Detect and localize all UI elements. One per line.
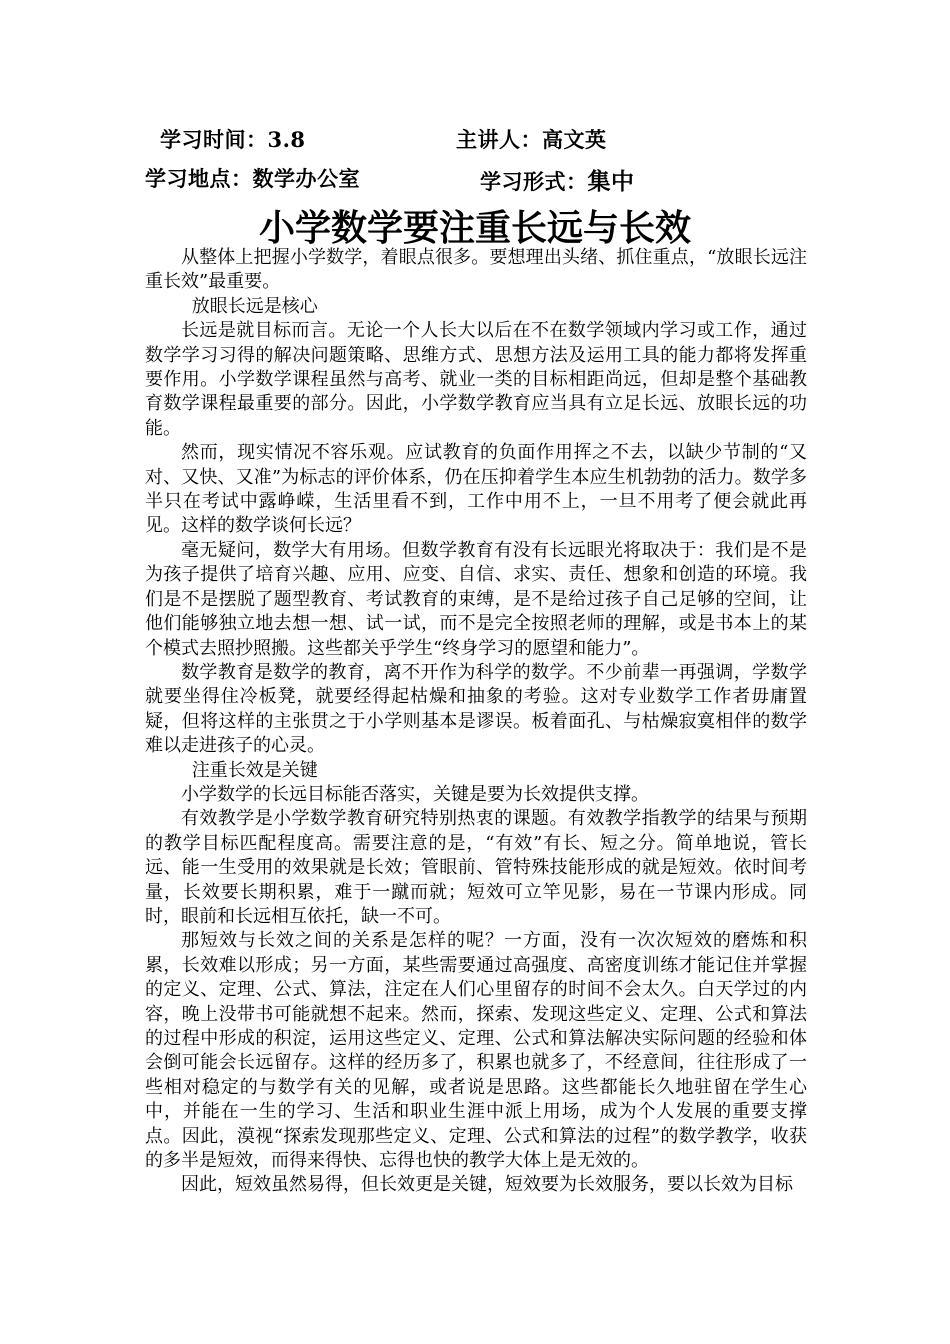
document-title: 小学数学要注重长远与长效 — [258, 207, 691, 249]
study-place-label: 学习地点： — [145, 166, 253, 191]
study-time-label: 学习时间： — [160, 127, 268, 152]
paragraph: 因此，短效虽然易得，但长效更是关键，短效要为长效服务，要以长效为目标 — [181, 1174, 793, 1196]
study-place-value: 数学办公室 — [252, 166, 360, 191]
paragraph-intro: 从整体上把握小学数学，着眼点很多。要想理出头绪、抓住重点，“放眼长远注重长效”最重要。 — [145, 247, 807, 293]
paragraph: 那短效与长效之间的关系是怎样的呢？一方面，没有一次次短效的磨炼和积累，长效难以形成；另一方面，某些需要通过高强度、高密度训练才能记住并掌握的定义、定理、公式、算法，注定在人们心里留存的时间不会太久。白天学过的内容，晚上没带书可能就想不起来。然而，探索、发现这些定义、定理、公式和算法的过程中形成的积淀，运用这些定义、定理、公式和算法解决实际问题的经验和体会倒可能会长远留存。这样的经历多了，积累也就多了，不经意间，往往形成了一些相对稳定的与数学有关的见解，或者说是思路。这些都能长久地驻留在学生心中，并能在一生的学习、生活和职业生涯中派上用场，成为个人发展的重要支撑点。因此，漠视“探索发现那些定义、定理、公式和算法的过程”的数学教学，收获的多半是短效，而得来得快、忘得也快的教学大体上是无效的。 — [145, 930, 807, 1172]
paragraph: 小学数学的长远目标能否落实，关键是要为长效提供支撑。 — [181, 783, 649, 805]
paragraph: 数学教育是数学的教育，离不开作为科学的数学。不少前辈一再强调，学数学就要坐得住冷板凳，就要经得起枯燥和抽象的考验。这对专业数学工作者毋庸置疑，但将这样的主张贯之于小学则基本是谬误。板着面孔、与枯燥寂寞相伴的数学难以走进孩子的心灵。 — [145, 661, 807, 757]
speaker-value: 高文英 — [542, 127, 607, 152]
study-form-value: 集中 — [587, 168, 635, 195]
study-time-field — [160, 124, 306, 154]
study-time-value: 3.8 — [267, 127, 306, 152]
study-form-field — [480, 163, 635, 196]
paragraph: 长远是就目标而言。无论一个人长大以后在不在数学领域内学习或工作，通过数学学习习得的解决问题策略、思维方式、思想方法及运用工具的能力都将发挥重要作用。小学数学课程虽然与高考、就业一类的目标相距尚远，但却是整个基础教育数学课程最重要的部分。因此，小学数学教育应当具有立足长远、放眼长远的功能。 — [145, 320, 807, 439]
speaker-field — [456, 124, 607, 154]
article-body — [145, 246, 807, 1198]
paragraph: 有效教学是小学数学教育研究特别热衷的课题。有效教学指教学的结果与预期的教学目标匹配程度高。需要注意的是，“有效”有长、短之分。简单地说，管长远、能一生受用的效果就是长效；管眼前、管特殊技能形成的就是短效。依时间考量，长效要长期积累，难于一蹴而就；短效可立竿见影，易在一节课内形成。同时，眼前和长远相互依托，缺一不可。 — [145, 808, 807, 927]
paragraph: 毫无疑问，数学大有用场。但数学教育有没有长远眼光将取决于：我们是不是为孩子提供了培育兴趣、应用、应变、自信、求实、责任、想象和创造的环境。我们是不是摆脱了题型教育、考试教育的束缚，是不是给过孩子自己足够的空间，让他们能够独立地去想一想、试一试，而不是完全按照老师的理解，或是书本上的某个模式去照抄照搬。这些都关乎学生“终身学习的愿望和能力”。 — [145, 539, 807, 659]
section-heading-long-term: 放眼长远是核心 — [191, 295, 318, 317]
speaker-label: 主讲人： — [456, 127, 542, 152]
paragraph: 然而，现实情况不容乐观。应试教育的负面作用挥之不去，以缺少节制的“又对、又快、又准”为标志的评价体系，仍在压抑着学生本应生机勃勃的活力。数学多半只在考试中露峥嵘，生活里看不到，工作中用不上，一旦不用考了便会就此再见。这样的数学谈何长远？ — [145, 442, 807, 537]
study-place-field — [145, 163, 360, 193]
section-heading-long-effect: 注重长效是关键 — [191, 759, 318, 781]
study-form-label: 学习形式： — [480, 169, 588, 194]
